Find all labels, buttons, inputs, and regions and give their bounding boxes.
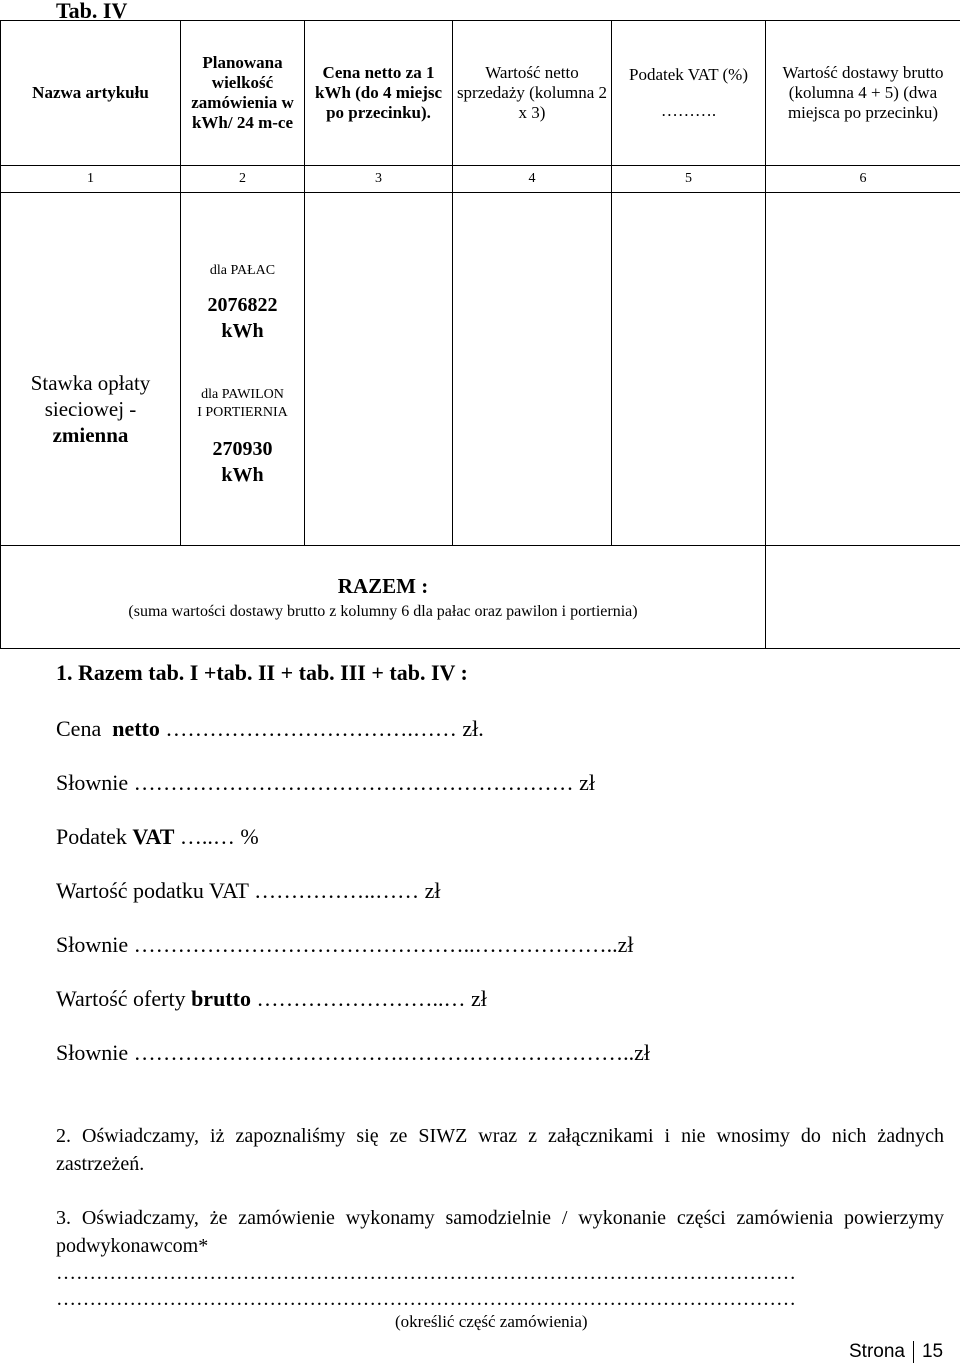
table-header-row (1, 21, 960, 166)
gross-words-field[interactable]: ……………………………….………………………….. (133, 1040, 635, 1065)
table-cell[interactable] (453, 193, 612, 546)
subcontract-field-1[interactable]: ………………………………………………………………………………………………… (56, 1262, 796, 1284)
column-number: 4 (453, 166, 612, 193)
page-label: Strona (849, 1341, 905, 1363)
net-words-line: Słownie …………………………………………………… zł (56, 770, 596, 795)
page-footer (849, 1341, 943, 1363)
table-cell[interactable] (612, 193, 766, 546)
total-row (1, 546, 960, 649)
vat-rate-field[interactable]: …..… (179, 824, 235, 849)
vat-value-line: Wartość podatku VAT ……………..…… zł (56, 878, 441, 903)
net-words-field[interactable]: …………………………………………………… (133, 770, 574, 795)
declaration-3: 3. Oświadczamy, że zamówienie wykonamy samodzielnie / wykonanie części zamówienia powierzymy podwykonawcom* (56, 1207, 944, 1257)
net-price-field[interactable]: …………………………….…… (165, 716, 457, 741)
page-number: 15 (921, 1341, 944, 1363)
total-value-cell[interactable] (766, 546, 960, 649)
header-cell: Wartość netto sprzedaży (kolumna 2 x 3) (453, 21, 612, 166)
vat-header: Podatek VAT (%) (629, 65, 748, 84)
header-cell: Nazwa artykułu (1, 21, 181, 166)
gross-offer-field[interactable]: ……………………..… (256, 986, 466, 1011)
column-number: 2 (181, 166, 305, 193)
pawilon-value: 270930 (212, 438, 273, 460)
price-table (0, 20, 960, 649)
brutto-header: Wartość dostawy brutto (782, 63, 944, 82)
article-name: Stawka opłaty sieciowej - zmienna (1, 193, 181, 546)
gross-words-line: Słownie ……………………………….…………………………..zł (56, 1040, 651, 1065)
pawilon-unit: kWh (221, 464, 264, 486)
total-description: (suma wartości dostawy brutto z kolumny 6 dla pałac oraz pawilon i portiernia) (128, 602, 638, 620)
total-title: RAZEM : (337, 573, 429, 598)
header-cell: Cena netto za 1 kWh (do 4 miejsc po przecinku). (305, 21, 453, 166)
column-numbers-row (1, 166, 960, 193)
header-cell (766, 21, 960, 166)
column-number: 6 (766, 166, 960, 193)
pawilon-label-2: I PORTIERNIA (197, 405, 288, 420)
vat-rate-line: Podatek VAT …..… % (56, 824, 259, 849)
subcontract-field-2[interactable]: ………………………………………………………………………………………………… (56, 1288, 796, 1310)
quantity-cell (181, 193, 305, 546)
table-row (1, 193, 960, 546)
pawilon-label: dla PAWILON (201, 387, 284, 402)
column-number: 1 (1, 166, 181, 193)
declaration-2: 2. Oświadczamy, iż zapoznaliśmy się ze SIWZ wraz z załącznikami i nie wnosimy do nich żadnych zastrzeżeń. (56, 1125, 944, 1175)
brutto-header-note: (kolumna 4 + 5) (dwa miejsca po przecinku) (787, 83, 939, 122)
column-number: 5 (612, 166, 766, 193)
vat-words-field[interactable]: ………………………………………..……………….. (133, 932, 618, 957)
table-title: Tab. IV (56, 0, 128, 23)
table-cell[interactable] (766, 193, 960, 546)
net-price-line: Cena netto …………………………….…… zł. (56, 716, 484, 741)
subcontract-note: (określić część zamówienia) (395, 1312, 588, 1331)
palac-label: dla PAŁAC (209, 263, 276, 278)
header-cell (612, 21, 766, 166)
section-1-title: 1. Razem tab. I +tab. II + tab. III + tab. IV : (56, 660, 468, 685)
vat-value-field[interactable]: ……………..…… (254, 878, 420, 903)
header-cell: Planowana wielkość zamówienia w kWh/ 24 m-ce (181, 21, 305, 166)
palac-unit: kWh (221, 320, 264, 342)
total-label-cell (1, 546, 766, 649)
column-number: 3 (305, 166, 453, 193)
vat-dots: ………. (660, 101, 717, 120)
gross-offer-line: Wartość oferty brutto ……………………..… zł (56, 986, 487, 1011)
vat-words-line: Słownie ………………………………………..………………..zł (56, 932, 634, 957)
palac-value: 2076822 (207, 294, 278, 316)
footer-separator (913, 1341, 914, 1363)
table-cell[interactable] (305, 193, 453, 546)
